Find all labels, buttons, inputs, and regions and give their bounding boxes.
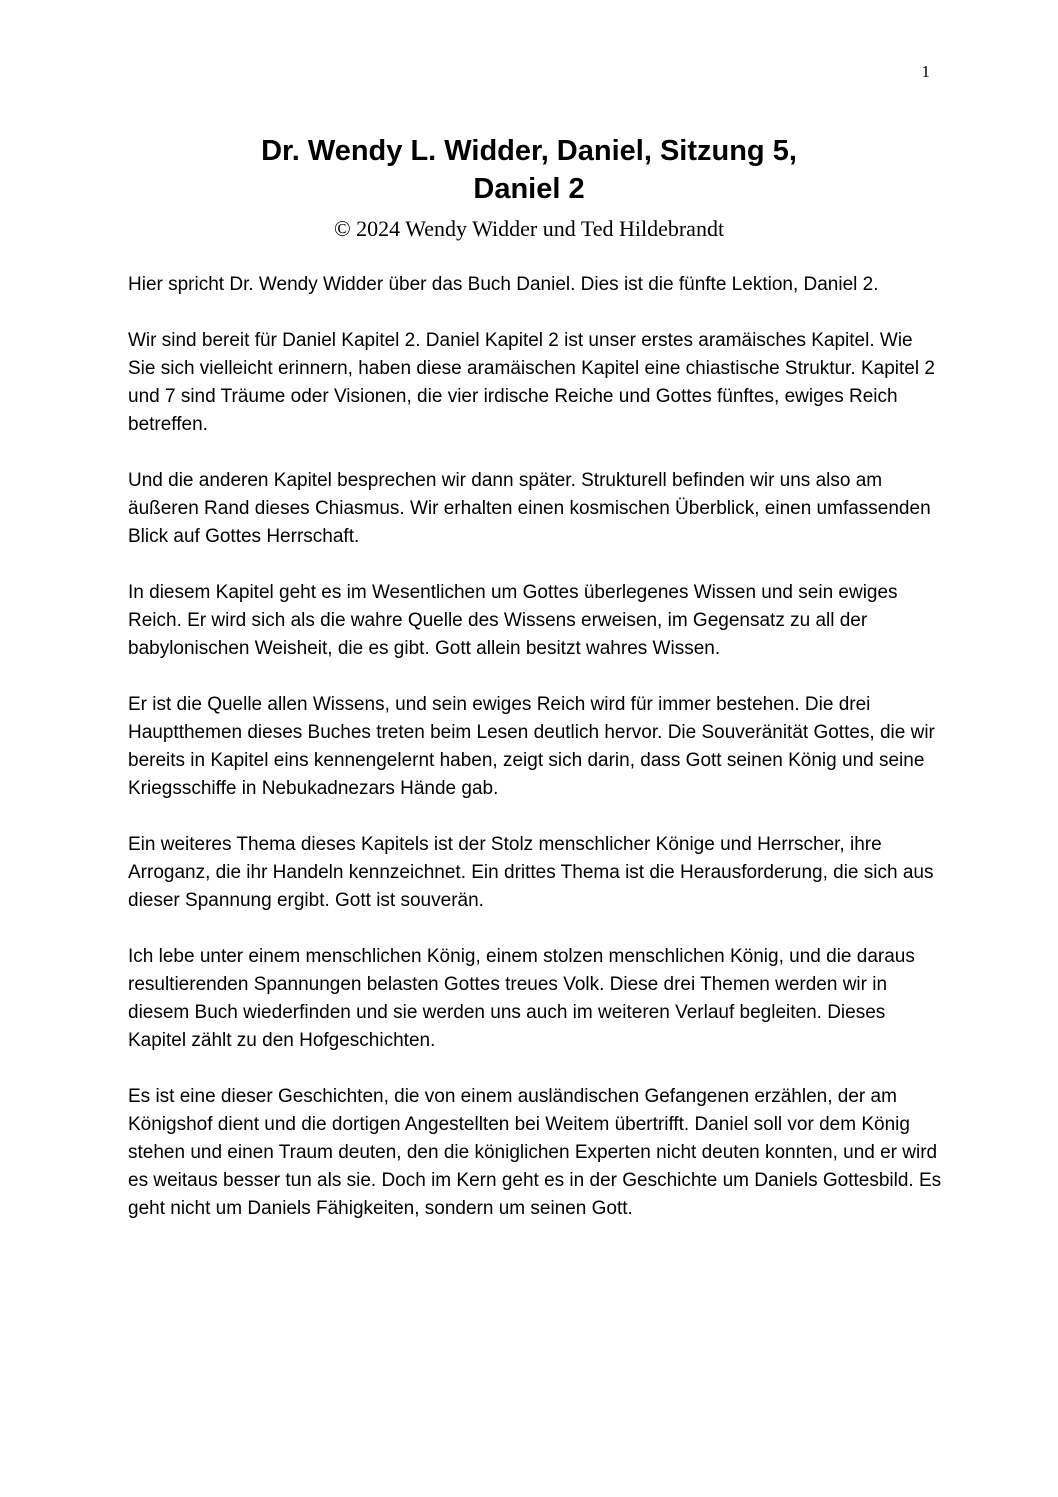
document-body	[128, 271, 944, 1251]
copyright-notice: © 2024 Wendy Widder und Ted Hildebrandt	[333, 216, 725, 241]
paragraph: Ich lebe unter einem menschlichen König, einem stolzen menschlichen König, und die daraus resultierenden Spannungen belasten Gottes treues Volk. Diese drei Themen werden wir in diesem Buch wiederfinden und sie werden uns auch im weiteren Verlauf begleiten. Dieses Kapitel zählt zu den Hofgeschichten.	[128, 946, 915, 1051]
paragraph: Es ist eine dieser Geschichten, die von einem ausländischen Gefangenen erzählen, der am Königshof dient und die dortigen Angestellten bei Weitem übertrifft. Daniel soll vor dem König stehen und einen Traum deuten, den die königlichen Experten nicht deuten konnten, und er wird es weitaus besser tun als sie. Doch im Kern geht es in der Geschichte um Daniels Gottesbild. Es geht nicht um Daniels Fähigkeiten, sondern um seinen Gott.	[128, 1086, 942, 1219]
paragraph: In diesem Kapitel geht es im Wesentlichen um Gottes überlegenes Wissen und sein ewiges Reich. Er wird sich als die wahre Quelle des Wissens erweisen, im Gegensatz zu all der babylonischen Weisheit, die es gibt. Gott allein besitzt wahres Wissen.	[128, 582, 898, 659]
paragraph: Wir sind bereit für Daniel Kapitel 2. Daniel Kapitel 2 ist unser erstes aramäisches Kapitel. Wie Sie sich vielleicht erinnern, haben diese aramäischen Kapitel eine chiastische Struktur. Kapitel 2 und 7 sind Träume oder Visionen, die vier irdische Reiche und Gottes fünftes, ewiges Reich betreffen.	[128, 330, 935, 435]
page-number: 1	[921, 62, 930, 81]
document-title-line-2: Daniel 2	[473, 173, 585, 205]
paragraph: Hier spricht Dr. Wendy Widder über das Buch Daniel. Dies ist die fünfte Lektion, Daniel 2.	[128, 274, 879, 295]
paragraph: Ein weiteres Thema dieses Kapitels ist der Stolz menschlicher Könige und Herrscher, ihre Arroganz, die ihr Handeln kennzeichnet. Ein drittes Thema ist die Herausforderung, die sich aus dieser Spannung ergibt. Gott ist souverän.	[128, 834, 934, 911]
document-title-line-1: Dr. Wendy L. Widder, Daniel, Sitzung 5,	[261, 135, 797, 167]
document-header	[0, 132, 1058, 244]
paragraph: Und die anderen Kapitel besprechen wir dann später. Strukturell befinden wir uns also am äußeren Rand dieses Chiasmus. Wir erhalten einen kosmischen Überblick, einen umfassenden Blick auf Gottes Herrschaft.	[128, 470, 931, 547]
paragraph: Er ist die Quelle allen Wissens, und sein ewiges Reich wird für immer bestehen. Die drei Hauptthemen dieses Buches treten beim Lesen deutlich hervor. Die Souveränität Gottes, die wir bereits in Kapitel eins kennengelernt haben, zeigt sich darin, dass Gott seinen König und seine Kriegsschiffe in Nebukadnezars Hände gab.	[128, 694, 935, 799]
